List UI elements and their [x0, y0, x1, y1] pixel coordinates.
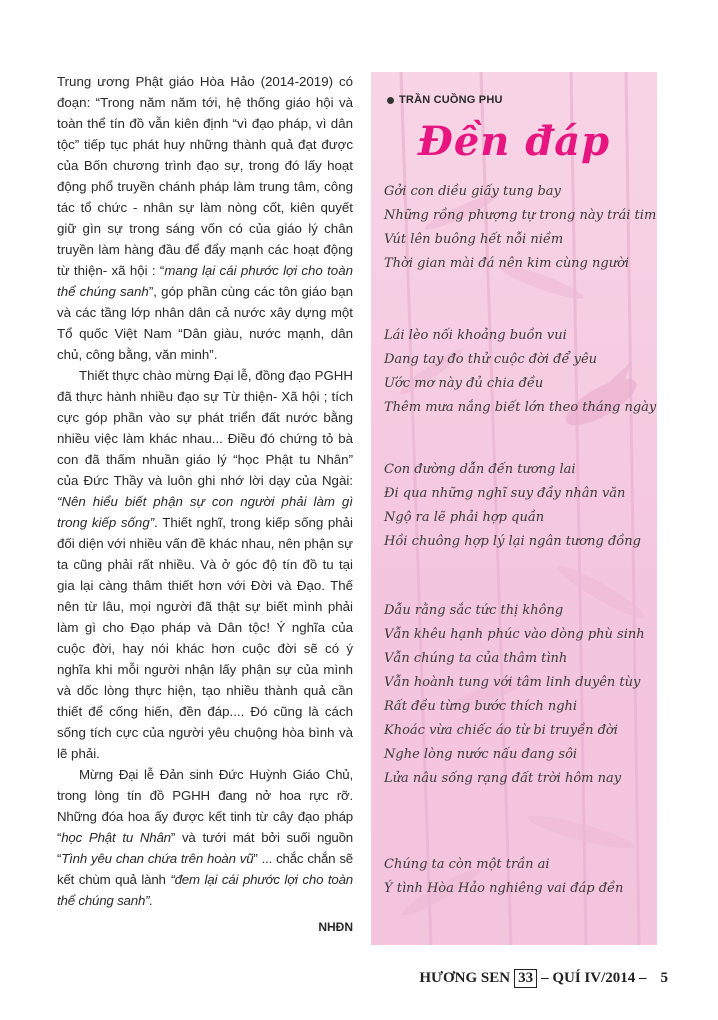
- poem-line: Vẫn hoành tung với tâm linh duyên tùy: [384, 675, 641, 690]
- poem-stanza: [384, 458, 652, 554]
- poem-stanza: [384, 324, 657, 420]
- poem-line: Ý tình Hòa Hảo nghiêng vai đáp đền: [384, 881, 624, 896]
- poem-stanza: [384, 180, 657, 276]
- poem-line: Dẫu rằng sắc tức thị không: [384, 603, 564, 618]
- text-run: . Thiết nghĩ, trong kiếp sống phải đối diện với nhiều vấn đề khác nhau, nên phận sự ta cũng phải rất nhiều. Và ở góc độ tín đồ tu tại gia lại càng thâm thiết hơn với Đời và Đạo. Thế nên từ lâu, mọi người đã thật sự biết mình phải làm gì cho Đạo pháp và Dân tộc! Ý nghĩa của cuộc đời, hay nói khác hơn cuộc đời sẽ có ý nghĩa khi mỗi người nhận lấy phận sự của mình và dốc lòng thực hiện, tạo nhiều thành quả cần thiết để cống hiến, đền đáp.... Đó cũng là cách sống tích cực của người yêu chuộng hòa bình và lẽ phải.: [57, 515, 353, 761]
- bullet-icon: [387, 97, 394, 104]
- poem-line: Khoác vừa chiếc áo từ bi truyền đời: [384, 723, 618, 738]
- magazine-name: HƯƠNG SEN: [419, 969, 511, 986]
- article-paragraph: [57, 71, 353, 365]
- poem-line: Vẫn khêu hạnh phúc vào dòng phù sinh: [384, 627, 645, 642]
- poem-line: Vẫn chúng ta của thâm tình: [384, 651, 568, 666]
- poem-line: Chúng ta còn một trần ai: [384, 857, 550, 872]
- quote-italic: “đem lại cái phước lợi cho toàn thể chúng sanh”.: [57, 872, 353, 908]
- poem-line: Nghe lòng nước nấu đang sôi: [384, 747, 578, 762]
- poem-stanza: [384, 853, 652, 901]
- text-run: ” và tưới mát bởi suối nguồn “: [57, 830, 353, 866]
- page-number: 5: [660, 969, 668, 986]
- quote-italic: Tình yêu chan chứa trên hoàn vũ: [61, 851, 254, 866]
- poem-line: Lái lèo nối khoảng buồn vui: [384, 328, 567, 343]
- poem-line: Lửa nâu sống rạng đất trời hôm nay: [384, 771, 622, 786]
- article-paragraph: [57, 764, 353, 911]
- poem-line: Con đường dẫn đến tương lai: [384, 462, 576, 477]
- poem-line: Dang tay đo thử cuộc đời để yêu: [384, 352, 598, 367]
- article-signature: NHĐN: [318, 920, 353, 934]
- text-run: Thiết thực chào mừng Đại lễ, đồng đạo PGHH đã thực hành nhiều đạo sự Từ thiện- Xã hội ; tích cực góp phần vào sự phát triển đất nước bằng nhiều việc làm khác nhau... Điều đó chứng tỏ bà con đã thấm nhuần giáo lý “học Phật tu Nhân” của Đức Thầy và luôn ghi nhớ lời dạy của Ngài:: [57, 368, 353, 488]
- poem-panel: [371, 72, 657, 945]
- text-run: ”, góp phần cùng các tôn giáo bạn và các tầng lớp nhân dân cả nước xây dựng một Tổ quốc Việt Nam “Dân giàu, nước mạnh, dân chủ, công bằng, văn minh”.: [57, 284, 353, 362]
- poem-stanza: [384, 599, 652, 791]
- poem-author: [387, 94, 503, 106]
- poem-line: Thời gian mài đá nên kim cùng người: [384, 256, 630, 271]
- issue-quarter: – QUÍ IV/2014 –: [541, 969, 647, 986]
- issue-number: 33: [514, 969, 537, 988]
- article-body: [57, 71, 353, 938]
- poem-line: Hồi chuông hợp lý lại ngân tương đồng: [384, 534, 641, 549]
- poem-line: Vút lên buông hết nỗi niềm: [384, 232, 564, 247]
- quote-italic: học Phật tu Nhân: [61, 830, 171, 845]
- poem-line: Rất đều từng bước thích nghi: [384, 699, 578, 714]
- text-run: Trung ương Phật giáo Hòa Hảo (2014-2019) có đoạn: “Trong năm năm tới, hệ thống giáo hội và toàn thể tín đồ vẫn kiên định “vì đạo pháp, vì dân tộc” tiếp tục phát huy những thành quả đạt được của Bốn chương trình đạo sự, trong đó lấy hoạt động phổ truyền chánh pháp làm trung tâm, công tác tổ chức - nhân sự làm nòng cốt, kiên quyết giữ gìn sự trong sáng vốn có của giáo lý chân truyền làm hàng đầu để đẩy mạnh các hoạt động từ thiện- xã hội : “: [57, 74, 353, 278]
- poem-line: Thêm mưa nắng biết lớn theo tháng ngày: [384, 400, 657, 415]
- quote-italic: mang lại cái phước lợi cho toàn thể chúng sanh: [57, 263, 353, 299]
- poem-line: Gởi con diều giấy tung bay: [384, 184, 561, 199]
- poem-line: Những rồng phượng tự trong này trái tim: [384, 208, 657, 223]
- poem-line: Đi qua những nghĩ suy đầy nhân văn: [384, 486, 626, 501]
- text-run: Mừng Đại lễ Đản sinh Đức Huỳnh Giáo Chủ, trong lòng tín đồ PGHH đang nở hoa rực rỡ. Những đóa hoa ấy được kết tinh từ cây đạo pháp “: [57, 767, 353, 845]
- quote-italic: “Nên hiểu biết phận sự con người phải làm gì trong kiếp sống”: [57, 494, 353, 530]
- poem-line: Ước mơ này đủ chia đều: [384, 376, 544, 391]
- text-run: ” ... chắc chắn sẽ kết chùm quả lành: [57, 851, 354, 887]
- poem-line: Ngộ ra lẽ phải hợp quần: [384, 510, 545, 525]
- poem-title: Đền đáp: [417, 118, 611, 165]
- article-paragraph: [57, 365, 353, 764]
- page-footer: [372, 965, 668, 991]
- author-name: TRẦN CUỒNG PHU: [399, 94, 503, 106]
